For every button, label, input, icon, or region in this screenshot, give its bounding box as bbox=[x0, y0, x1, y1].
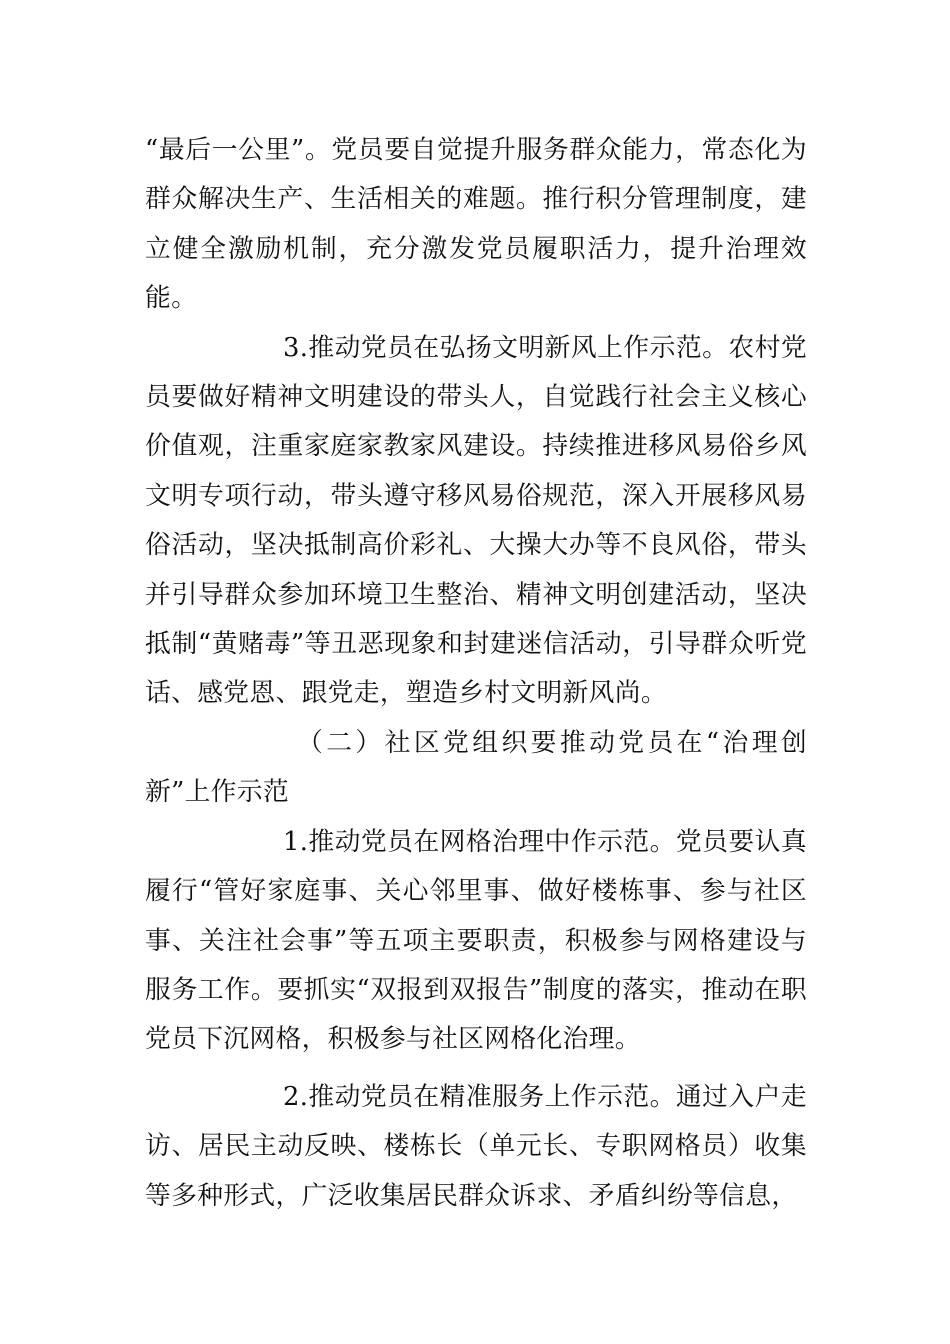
paragraph-item-1: 1.推动党员在网格治理中作示范。党员要认真履行“管好家庭事、关心邻里事、做好楼栋事、参与社区事、关注社会事”等五项主要职责，积极参与网格建设与服务工作。要抓实“双报到双报告”制度的落实，推动在职党员下沉网格，积极参与社区网格化治理。 bbox=[145, 826, 807, 1055]
paragraph-continuation: “最后一公里”。党员要自觉提升服务群众能力，常态化为群众解决生产、生活相关的难题。推行积分管理制度，建立健全激励机制，充分激发党员履职活力，提升治理效能。 bbox=[145, 135, 807, 314]
document-body bbox=[145, 126, 807, 1221]
section-heading-2: （二）社区党组织要推动党员在“治理创新”上作示范 bbox=[145, 727, 807, 808]
paragraph-item-2: 2.推动党员在精准服务上作示范。通过入户走访、居民主动反映、楼栋长（单元长、专职网格员）收集等多种形式，广泛收集居民群众诉求、矛盾纠纷等信息， bbox=[145, 1081, 807, 1211]
paragraph-item-3: 3.推动党员在弘扬文明新风上作示范。农村党员要做好精神文明建设的带头人，自觉践行社会主义核心价值观，注重家庭家教家风建设。持续推进移风易俗乡风文明专项行动，带头遵守移风易俗规范，深入开展移风易俗活动，坚决抵制高价彩礼、大操大办等不良风俗，带头并引导群众参加环境卫生整治、精神文明创建活动，坚决抵制“黄赌毒”等丑恶现象和封建迷信活动，引导群众听党话、感党恩、跟党走，塑造乡村文明新风尚。 bbox=[145, 332, 807, 709]
